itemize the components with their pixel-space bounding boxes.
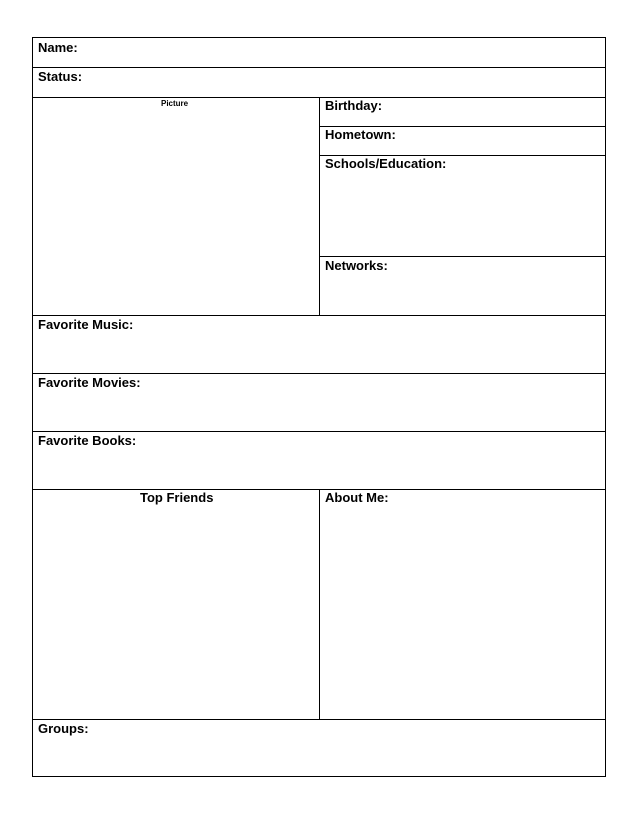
picture-label: Picture — [161, 99, 189, 108]
hometown-cell[interactable] — [320, 127, 605, 155]
favorite-music-label: Favorite Music: — [38, 317, 134, 332]
groups-label: Groups: — [38, 721, 89, 736]
birthday-label: Birthday: — [325, 98, 383, 113]
top-friends-label: Top Friends — [140, 490, 214, 505]
schools-cell[interactable] — [320, 156, 605, 256]
hometown-label: Hometown: — [325, 127, 396, 142]
top-friends-cell[interactable] — [33, 490, 319, 719]
name-cell[interactable] — [33, 38, 605, 67]
groups-cell[interactable] — [33, 720, 605, 776]
picture-cell[interactable] — [33, 98, 319, 315]
favorite-books-label: Favorite Books: — [38, 433, 137, 448]
favorite-movies-label: Favorite Movies: — [38, 375, 141, 390]
favorite-music-cell[interactable] — [33, 316, 605, 373]
favorite-movies-cell[interactable] — [33, 374, 605, 431]
status-cell[interactable] — [33, 68, 605, 97]
networks-cell[interactable] — [320, 257, 605, 315]
schools-label: Schools/Education: — [325, 156, 447, 171]
birthday-cell[interactable] — [320, 98, 605, 126]
about-me-cell[interactable] — [320, 490, 605, 719]
networks-label: Networks: — [325, 258, 388, 273]
about-me-label: About Me: — [325, 490, 389, 505]
name-label: Name: — [38, 40, 78, 55]
status-label: Status: — [38, 69, 83, 84]
profile-form — [32, 37, 606, 777]
favorite-books-cell[interactable] — [33, 432, 605, 489]
